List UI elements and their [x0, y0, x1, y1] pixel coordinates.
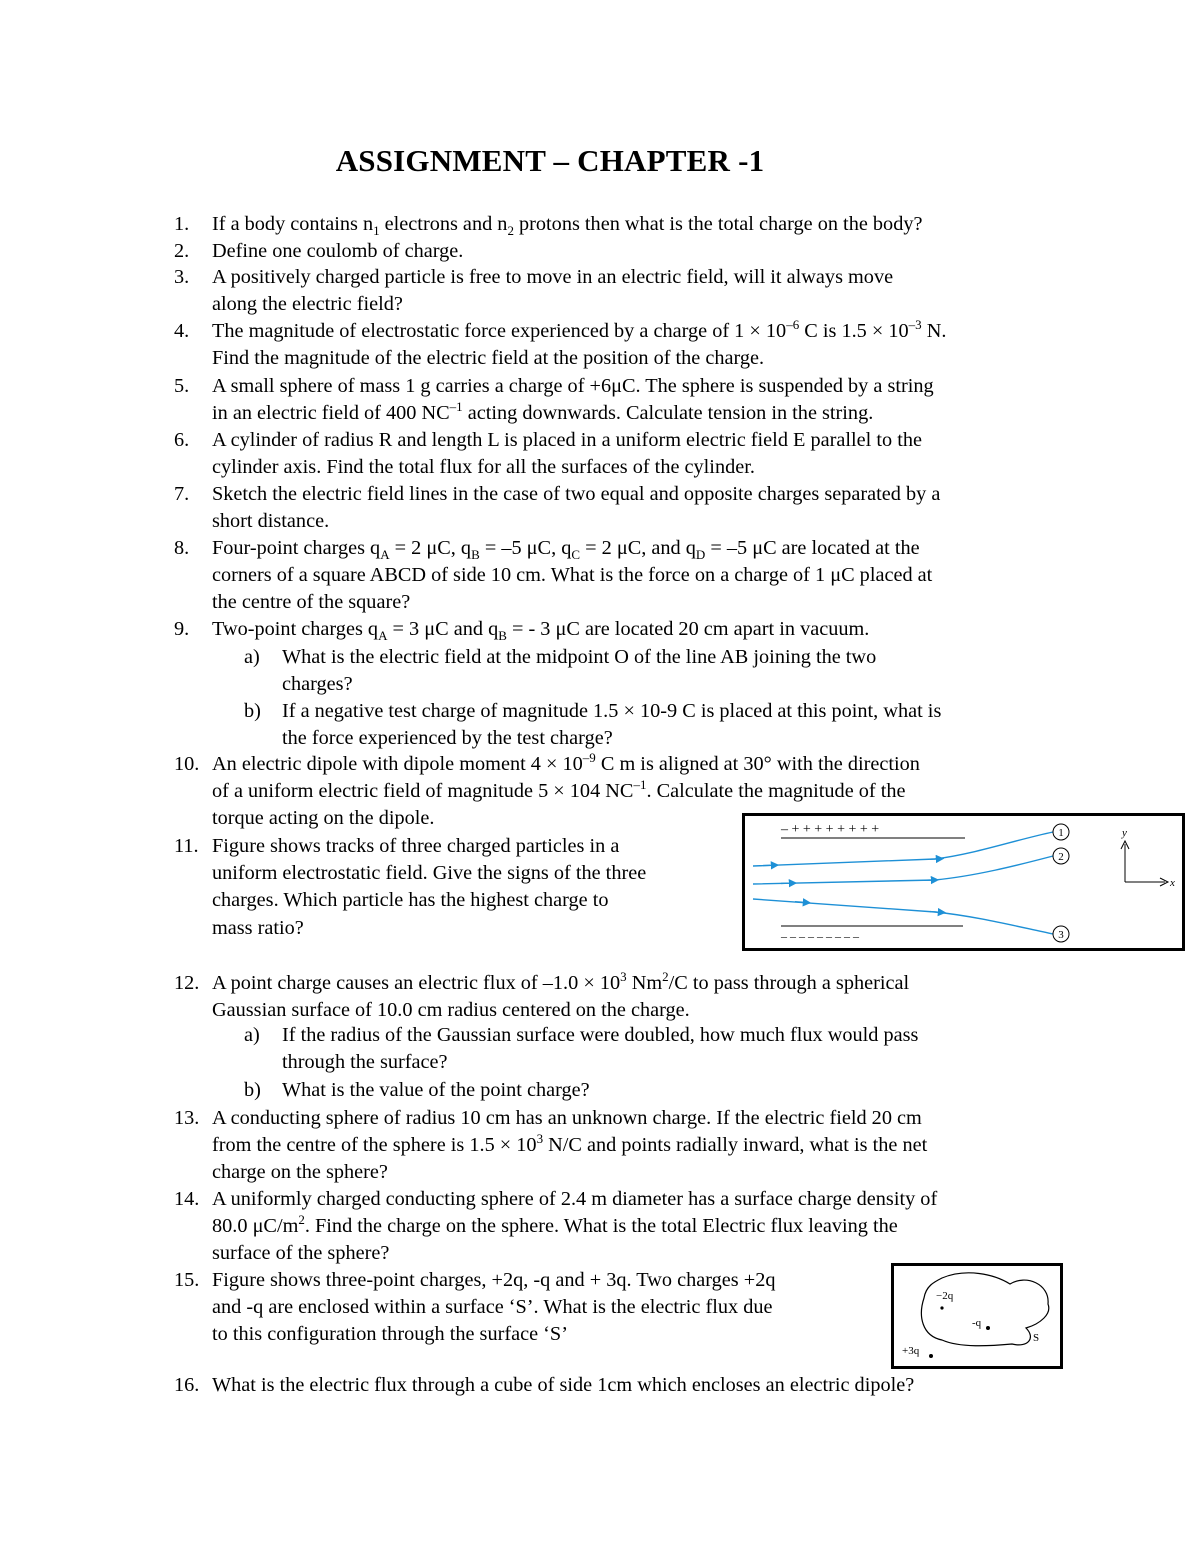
charge-minus-q-label: -q: [972, 1317, 982, 1329]
question-text: [212, 1372, 914, 1399]
page-title: ASSIGNMENT – CHAPTER -1: [335, 143, 765, 178]
question-text-line: A small sphere of mass 1 g carries a charge of +6μC. The sphere is suspended by a string: [212, 375, 934, 397]
question-text-line: to this configuration through the surface ‘S’: [212, 1323, 568, 1346]
question-text-line: surface of the sphere?: [212, 1242, 390, 1265]
question-text: [212, 211, 922, 238]
question-text: [212, 535, 932, 617]
question-text-line: A point charge causes an electric flux of $-1.0 \times 10^3$ Nm$^2$/C to pass through a spherical: [212, 969, 910, 994]
question-number: 8.: [174, 537, 190, 559]
figure-gaussian-surface: [891, 1263, 1063, 1369]
question-text-line: cylinder axis. Find the total flux for all the surfaces of the cylinder.: [212, 456, 755, 479]
question-text: [212, 970, 909, 1024]
question-text-line: mass ratio?: [212, 916, 304, 939]
question-text-line: An electric dipole with dipole moment $4 \times 10^{-9}$ C m is aligned at 30° with the direction: [212, 750, 920, 775]
question-text-line: Sketch the electric field lines in the case of two equal and opposite charges separated by a: [212, 483, 941, 505]
question-text-line: Figure shows three-point charges, +2q, -q and + 3q. Two charges +2q: [212, 1269, 776, 1291]
question-number: 5.: [174, 375, 190, 397]
question-text: [212, 373, 934, 427]
question-number: 13.: [174, 1107, 200, 1129]
question-number: 7.: [174, 483, 190, 505]
question-text-line: and -q are enclosed within a surface ‘S’. What is the electric flux due: [212, 1296, 773, 1319]
question-number: 14.: [174, 1188, 200, 1210]
question-text-line: A uniformly charged conducting sphere of 2.4 m diameter has a surface charge density of: [212, 1188, 938, 1210]
question-text-line: corners of a square ABCD of side 10 cm. What is the force on a charge of 1 μC placed at: [212, 564, 933, 587]
track-2-label: 2: [1058, 851, 1064, 863]
y-axis-label: y: [1122, 827, 1127, 839]
question-text-line: Find the magnitude of the electric field at the position of the charge.: [212, 347, 765, 370]
negative-plate-signs: – – – – – – – – –: [781, 929, 859, 943]
figure-charged-particle-tracks: [742, 813, 1185, 951]
question-text-line: torque acting on the dipole.: [212, 807, 435, 830]
subpart-label: b): [244, 1079, 261, 1101]
question-text: [212, 833, 646, 942]
subpart-text: [282, 1022, 918, 1076]
question-number: 12.: [174, 972, 200, 994]
subpart-text: [282, 644, 876, 698]
question-text: [212, 481, 940, 535]
subpart-label: a): [244, 646, 260, 668]
subpart-text-line: the force experienced by the test charge?: [282, 727, 613, 750]
question-text-line: Four-point charges $q_A = 2$ μC, $q_B = -5$ μC, $q_C = 2$ μC, and $q_D = -5$ μC are located at the: [212, 537, 920, 563]
question-text-line: Define one coulomb of charge.: [212, 240, 464, 262]
question-text-line: A conducting sphere of radius 10 cm has an unknown charge. If the electric field 20 cm: [212, 1107, 922, 1129]
subpart-text-line: charges?: [282, 673, 353, 696]
question-text: [212, 427, 922, 481]
charge-plus-3q-label: +3q: [902, 1345, 920, 1357]
question-number: 6.: [174, 429, 190, 451]
question-text: [212, 1105, 927, 1187]
charge-minus-2q-label: −2q: [936, 1290, 954, 1302]
subpart-text-line: What is the electric field at the midpoint O of the line AB joining the two: [282, 646, 877, 668]
subpart-text-line: If a negative test charge of magnitude 1.5 × 10-9 C is placed at this point, what is: [282, 700, 942, 722]
question-text-line: charges. Which particle has the highest charge to: [212, 889, 609, 912]
question-text-line: 80.0 $\mu C/m^2$. Find the charge on the sphere. What is the total Electric flux leaving the: [212, 1212, 898, 1238]
subpart-text: [282, 1077, 590, 1104]
gaussian-surface-diagram: [894, 1266, 1060, 1366]
question-text-line: from the centre of the sphere is $1.5 \times 10^3$ N/C and points radially inward, what is the net: [212, 1131, 928, 1157]
question-text-line: uniform electrostatic field. Give the signs of the three: [212, 862, 647, 885]
track-3-arrow-b: [930, 912, 942, 913]
question-text-line: A cylinder of radius R and length L is placed in a uniform electric field E parallel to the: [212, 429, 922, 451]
question-text-line: Figure shows tracks of three charged particles in a: [212, 835, 620, 857]
question-number: 16.: [174, 1374, 200, 1396]
question-text-line: The magnitude of electrostatic force experienced by a charge of $1 \times 10^{-6}$ C is $1.5 \times 10^{-3}$ N.: [212, 317, 947, 342]
track-1-label: 1: [1058, 827, 1064, 839]
charge-plus-3q-dot: [929, 1354, 933, 1358]
charge-minus-2q-dot: [940, 1306, 943, 1309]
tracks-diagram: [745, 816, 1182, 948]
subpart-text-line: If the radius of the Gaussian surface were doubled, how much flux would pass: [282, 1024, 919, 1046]
charge-minus-q-dot: [986, 1326, 990, 1330]
x-axis-label: x: [1170, 877, 1175, 889]
question-text-line: the centre of the square?: [212, 591, 411, 614]
positive-plate-signs: – + + + + + + + +: [781, 822, 880, 837]
question-text-line: of a uniform electric field of magnitude 5 × 104 $NC^{-1}$. Calculate the magnitude of the: [212, 777, 906, 803]
question-text-line: If a body contains $n_1$ electrons and $n_2$ protons then what is the total charge on the body?: [212, 213, 923, 239]
question-number: 1.: [174, 213, 190, 235]
question-number: 3.: [174, 266, 190, 288]
subpart-text: [282, 698, 941, 752]
surface-s-outline: [921, 1273, 1048, 1346]
question-text: [212, 264, 893, 318]
question-text-line: Gaussian surface of 10.0 cm radius centered on the charge.: [212, 999, 690, 1022]
track-3-arrow-a: [795, 902, 807, 903]
question-number: 2.: [174, 240, 190, 262]
question-text-line: in an electric field of 400 $NC^{-1}$ acting downwards. Calculate tension in the string.: [212, 399, 874, 425]
question-number: 10.: [174, 753, 200, 775]
surface-s-label: S: [1033, 1332, 1040, 1344]
track-3-label: 3: [1058, 929, 1064, 941]
question-text: [212, 1186, 937, 1268]
track-1: [753, 832, 1053, 866]
question-text-line: A positively charged particle is free to move in an electric field, will it always move: [212, 266, 894, 288]
question-number: 15.: [174, 1269, 200, 1291]
subpart-label: a): [244, 1024, 260, 1046]
question-text: [212, 616, 869, 643]
question-text-line: short distance.: [212, 510, 330, 533]
question-text: [212, 238, 463, 265]
question-text: [212, 318, 946, 372]
subpart-text-line: What is the value of the point charge?: [282, 1079, 590, 1101]
question-number: 4.: [174, 320, 190, 342]
question-text-line: Two-point charges $q_A = 3$ μC and $q_B$ = - 3 μC are located 20 cm apart in vacuum.: [212, 618, 870, 644]
subpart-text-line: through the surface?: [282, 1051, 448, 1074]
question-text-line: What is the electric flux through a cube of side 1cm which encloses an electric dipole?: [212, 1374, 915, 1396]
question-text-line: charge on the sphere?: [212, 1161, 388, 1184]
subpart-label: b): [244, 700, 261, 722]
question-text-line: along the electric field?: [212, 293, 403, 316]
question-number: 11.: [174, 835, 199, 857]
question-text: [212, 1267, 776, 1349]
question-number: 9.: [174, 618, 190, 640]
